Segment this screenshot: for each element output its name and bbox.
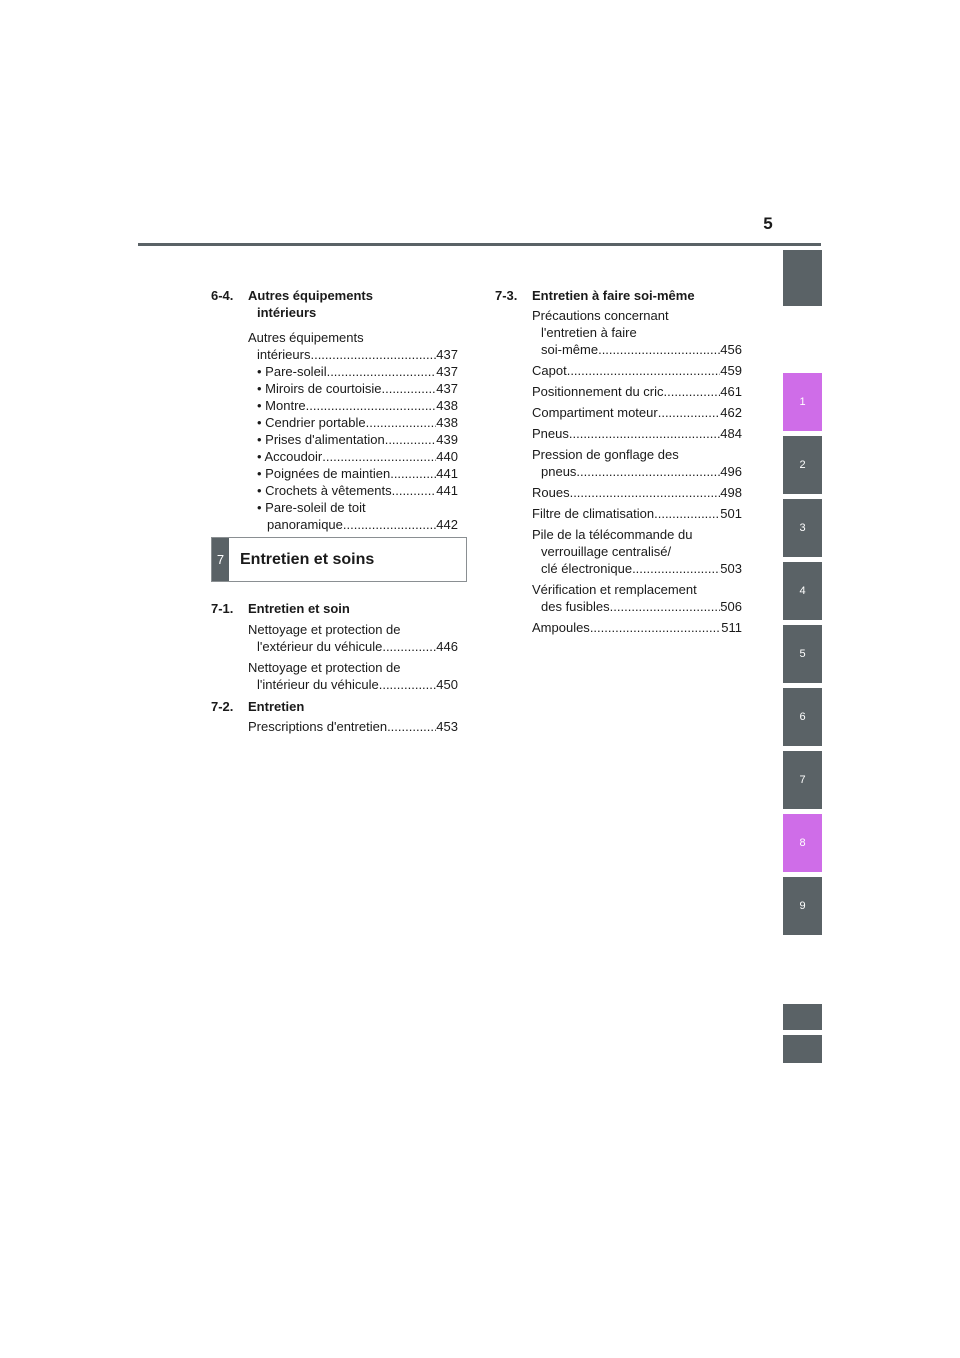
chapter-tab[interactable] bbox=[783, 1035, 822, 1063]
toc-entry[interactable]: Capot ..... 459 bbox=[532, 362, 742, 379]
toc-entry[interactable]: Compartiment moteur ..... 462 bbox=[532, 404, 742, 421]
toc-entry[interactable]: Ampoules ..... 511 bbox=[532, 619, 742, 636]
chapter-banner bbox=[211, 537, 467, 582]
toc-subentry[interactable]: • Accoudoir ..... 440 bbox=[248, 448, 458, 465]
toc-entry[interactable]: Nettoyage et protection de l'extérieur du véhicule ..... 446 bbox=[248, 621, 458, 655]
toc-entry[interactable]: Pneus ..... 484 bbox=[532, 425, 742, 442]
toc-subentry[interactable]: • Miroirs de courtoisie ..... 437 bbox=[248, 380, 458, 397]
toc-entry[interactable]: Prescriptions d'entretien ..... 453 bbox=[248, 718, 458, 735]
toc-entry[interactable]: Vérification et remplacement des fusibles ..... 506 bbox=[532, 581, 742, 615]
chapter-tab-5[interactable]: 5 bbox=[783, 625, 822, 683]
chapter-tab-1[interactable]: 1 bbox=[783, 373, 822, 431]
toc-subentry[interactable]: • Pare-soleil ..... 437 bbox=[248, 363, 458, 380]
toc-entry[interactable]: Nettoyage et protection de l'intérieur du véhicule ..... 450 bbox=[248, 659, 458, 693]
toc-entry[interactable]: Roues ..... 498 bbox=[532, 484, 742, 501]
chapter-tab-2[interactable]: 2 bbox=[783, 436, 822, 494]
toc-entry[interactable]: Précautions concernant l'entretien à faire soi-même ..... 456 bbox=[532, 307, 742, 358]
toc-entry[interactable]: Positionnement du cric ..... 461 bbox=[532, 383, 742, 400]
toc-subentry[interactable]: • Prises d'alimentation ..... 439 bbox=[248, 431, 458, 448]
toc-subentry[interactable]: • Cendrier portable ..... 438 bbox=[248, 414, 458, 431]
toc-entry[interactable]: Pression de gonflage des pneus ..... 496 bbox=[532, 446, 742, 480]
chapter-tab-4[interactable]: 4 bbox=[783, 562, 822, 620]
toc-subentry[interactable]: • Poignées de maintien ..... 441 bbox=[248, 465, 458, 482]
chapter-tab[interactable] bbox=[783, 1004, 822, 1030]
chapter-title: Entretien et soins bbox=[240, 550, 375, 568]
toc-entry[interactable]: Pile de la télécommande du verrouillage centralisé/ clé électronique ..... 503 bbox=[532, 526, 742, 577]
toc-section-7-1 bbox=[211, 600, 458, 735]
chapter-tab-8[interactable]: 8 bbox=[783, 814, 822, 872]
header-rule bbox=[138, 243, 821, 246]
chapter-tab-7[interactable]: 7 bbox=[783, 751, 822, 809]
chapter-number: 7 bbox=[212, 538, 229, 581]
toc-entry[interactable]: Filtre de climatisation ..... 501 bbox=[532, 505, 742, 522]
chapter-tab-9[interactable]: 9 bbox=[783, 877, 822, 935]
chapter-tab-6[interactable]: 6 bbox=[783, 688, 822, 746]
section-heading: 7-1. Entretien et soin bbox=[211, 601, 350, 616]
chapter-tab[interactable] bbox=[783, 250, 822, 306]
toc-section-6-4 bbox=[211, 287, 458, 533]
chapter-tab-3[interactable]: 3 bbox=[783, 499, 822, 557]
toc-entry[interactable]: Autres équipements intérieurs ..... 437 • Pare-soleil ..... 437 • Miroirs de courtoisie ..... 437 • Montre ..... 438 • Cendrier portable ..... 438 • Prises d'alimentation ..... 439 • Accoudoir ..... 440 • Poignées de maintien ..... 441 • Crochets à vêtements ..... 441 • Pare-soleil de toit panoramique ..... 442 bbox=[248, 329, 458, 533]
toc-section-7-3 bbox=[495, 287, 742, 636]
toc-subentry[interactable]: • Montre ..... 438 bbox=[248, 397, 458, 414]
section-heading: 7-2. Entretien bbox=[211, 699, 305, 714]
section-heading: 7-3. Entretien à faire soi-même bbox=[495, 288, 695, 303]
page-number: 5 bbox=[763, 214, 773, 233]
toc-subentry[interactable]: • Pare-soleil de toit bbox=[257, 500, 366, 515]
toc-subentry[interactable]: • Crochets à vêtements ..... 441 bbox=[248, 482, 458, 499]
section-heading: 6-4. Autres équipements intérieurs bbox=[211, 288, 373, 320]
